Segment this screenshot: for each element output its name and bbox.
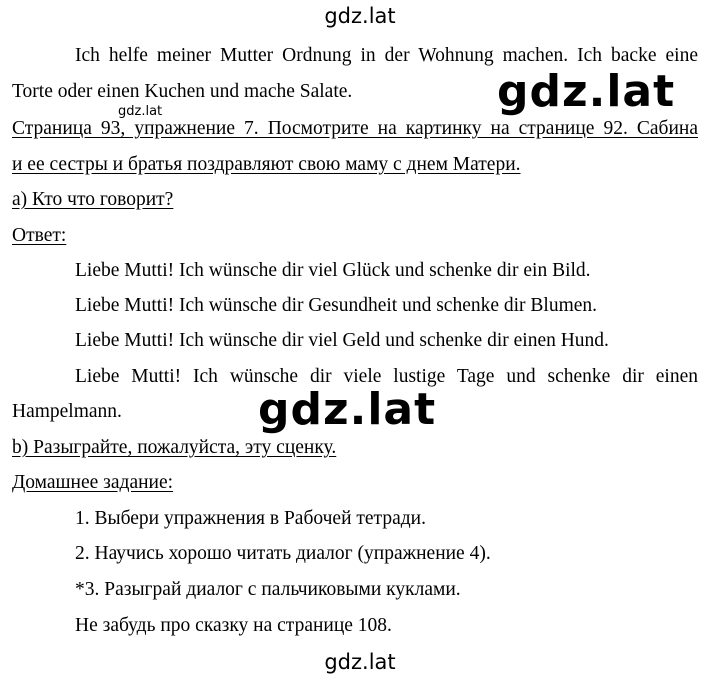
- answer-line: Liebe Mutti! Ich wünsche dir viele lustige Tage und schenke dir einen: [75, 366, 698, 387]
- watermark-small: gdz.lat: [118, 104, 163, 119]
- answer-line: Liebe Mutti! Ich wünsche dir Gesundheit und schenke dir Blumen.: [75, 295, 598, 316]
- homework-label: Домашнее задание:: [12, 472, 174, 493]
- paragraph-line: Ich helfe meiner Mutter Ordnung in der Wohnung machen. Ich backe eine: [75, 45, 698, 66]
- watermark-large: gdz.lat: [258, 384, 437, 435]
- paragraph-line: Torte oder einen Kuchen und mache Salate.: [12, 81, 353, 102]
- homework-item: 2. Научись хорошо читать диалог (упражнение 4).: [75, 543, 491, 564]
- homework-item: *3. Разыграй диалог с пальчиковыми куклами.: [75, 579, 461, 600]
- watermark-bottom: gdz.lat: [324, 650, 396, 674]
- task-heading-line: Страница 93, упражнение 7. Посмотрите на картинку на странице 92. Сабина: [12, 118, 698, 139]
- answer-line: Hampelmann.: [12, 401, 122, 422]
- homework-item: Не забудь про сказку на странице 108.: [75, 615, 392, 636]
- task-heading-line: и ее сестры и братья поздравляют свою маму с днем Матери.: [12, 154, 521, 175]
- homework-item: 1. Выбери упражнения в Рабочей тетради.: [75, 508, 426, 529]
- answer-label: Ответ:: [12, 225, 67, 246]
- subtask-a: а) Кто что говорит?: [12, 189, 174, 210]
- subtask-b: b) Разыграйте, пожалуйста, эту сценку.: [12, 437, 337, 458]
- watermark-top: gdz.lat: [324, 4, 396, 28]
- answer-line: Liebe Mutti! Ich wünsche dir viel Glück und schenke dir ein Bild.: [75, 260, 591, 281]
- watermark-large: gdz.lat: [497, 66, 676, 117]
- answer-line: Liebe Mutti! Ich wünsche dir viel Geld und schenke dir einen Hund.: [75, 330, 609, 351]
